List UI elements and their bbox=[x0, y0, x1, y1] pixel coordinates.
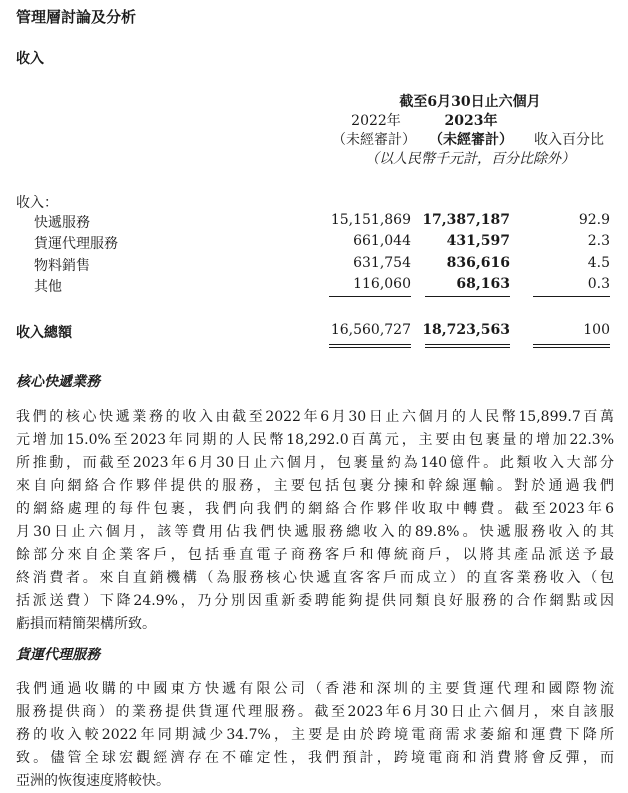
total-label: 收入總額 bbox=[16, 325, 72, 341]
paragraph-line: 所推動，而截至2023年6月30日止六個月，包裹量約為140億件。此類收入大部分 bbox=[16, 455, 614, 471]
unaudited-2023: （未經審計） bbox=[429, 132, 513, 148]
value-pct: 4.5 bbox=[587, 255, 610, 271]
paragraph-line: 我們的核心快遞業務的收入由截至2022年6月30日止六個月的人民幣15,899.7百萬 bbox=[16, 409, 614, 425]
paragraph-line: 來自向網絡合作夥伴提供的服務，主要包括包裹分揀和幹線運輸。對於通過我們 bbox=[16, 478, 614, 494]
period-header: 截至6月30日止六個月 bbox=[399, 94, 541, 110]
paragraph-line: 我們通過收購的中國東方快遞有限公司（香港和深圳的主要貨運代理和國際物流 bbox=[16, 681, 614, 697]
paragraph-line: 的網絡處理的每件包裹，我們向我們的網絡合作夥伴收取中轉費。截至2023年6 bbox=[16, 501, 614, 517]
value-2022: 15,151,869 bbox=[330, 212, 411, 228]
value-2022: 116,060 bbox=[353, 276, 411, 292]
paragraph-line: 虧損而精簡架構所致。 bbox=[16, 616, 156, 632]
value-pct: 2.3 bbox=[587, 233, 610, 249]
row-label: 快遞服務 bbox=[34, 215, 90, 231]
section-title: 管理層討論及分析 bbox=[16, 8, 137, 26]
paragraph-line: 致。儘管全球宏觀經濟存在不確定性，我們預計，跨境電商和消費將會反彈，而 bbox=[16, 750, 614, 766]
value-2023: 431,597 bbox=[446, 233, 510, 249]
total-2022: 16,560,727 bbox=[330, 322, 411, 338]
row-label: 貨運代理服務 bbox=[34, 236, 118, 252]
units-note: （以人民幣千元計，百分比除外） bbox=[365, 151, 575, 167]
subtotal-rule-2023 bbox=[425, 296, 510, 297]
paragraph-line: 括派送費）下降24.9%，乃分別因重新委聘能夠提供同類良好服務的合作網點或因 bbox=[16, 593, 614, 609]
total-rule-2023-top bbox=[425, 344, 510, 345]
paragraph-line: 服務提供商）的業務提供貨運代理服務。截至2023年6月30日止六個月，來自該服 bbox=[16, 704, 614, 720]
paragraph-line: 月30日止六個月，該等費用佔我們快遞服務總收入的89.8%。快遞服務收入的其 bbox=[16, 524, 614, 540]
total-pct: 100 bbox=[583, 322, 610, 338]
row-label: 其他 bbox=[34, 279, 62, 295]
value-2023: 68,163 bbox=[456, 276, 510, 292]
total-2023: 18,723,563 bbox=[422, 322, 510, 338]
unaudited-2022: （未經審計） bbox=[332, 132, 416, 148]
total-rule-2023-bottom bbox=[425, 347, 510, 348]
freight-heading: 貨運代理服務 bbox=[16, 647, 100, 663]
value-2022: 661,044 bbox=[353, 233, 411, 249]
revenue-heading: 收入 bbox=[16, 51, 44, 67]
total-rule-2022-top bbox=[329, 344, 411, 345]
paragraph-line: 亞洲的恢復速度將較快。 bbox=[16, 773, 170, 789]
value-2023: 836,616 bbox=[446, 255, 510, 271]
paragraph-line: 元增加15.0%至2023年同期的人民幣18,292.0百萬元，主要由包裹量的增加22.3% bbox=[16, 432, 614, 448]
total-rule-pct-top bbox=[533, 344, 610, 345]
value-pct: 92.9 bbox=[578, 212, 610, 228]
total-rule-pct-bottom bbox=[533, 347, 610, 348]
total-rule-2022-bottom bbox=[329, 347, 411, 348]
row-label: 物料銷售 bbox=[34, 258, 90, 274]
express-paragraph bbox=[16, 406, 614, 636]
pct-header: 收入百分比 bbox=[534, 132, 604, 148]
value-pct: 0.3 bbox=[587, 276, 610, 292]
freight-paragraph bbox=[16, 678, 614, 793]
subtotal-rule-2022 bbox=[329, 296, 411, 297]
subtotal-rule-pct bbox=[533, 296, 610, 297]
value-2023: 17,387,187 bbox=[422, 212, 510, 228]
paragraph-line: 終消費者。來自直銷機構（為服務核心快遞直客客戶而成立）的直客業務收入（包 bbox=[16, 570, 614, 586]
paragraph-line: 餘部分來自企業客戶，包括垂直電子商務客戶和傳統商戶，以將其產品派送予最 bbox=[16, 547, 614, 563]
express-heading: 核心快遞業務 bbox=[16, 374, 100, 390]
revenue-group-label: 收入： bbox=[16, 195, 58, 211]
year-2023-header: 2023年 bbox=[444, 113, 498, 129]
year-2022-header: 2022年 bbox=[351, 113, 401, 129]
paragraph-line: 務的收入較2022年同期減少34.7%，主要是由於跨境電商需求萎縮和運費下降所 bbox=[16, 727, 614, 743]
value-2022: 631,754 bbox=[353, 255, 411, 271]
